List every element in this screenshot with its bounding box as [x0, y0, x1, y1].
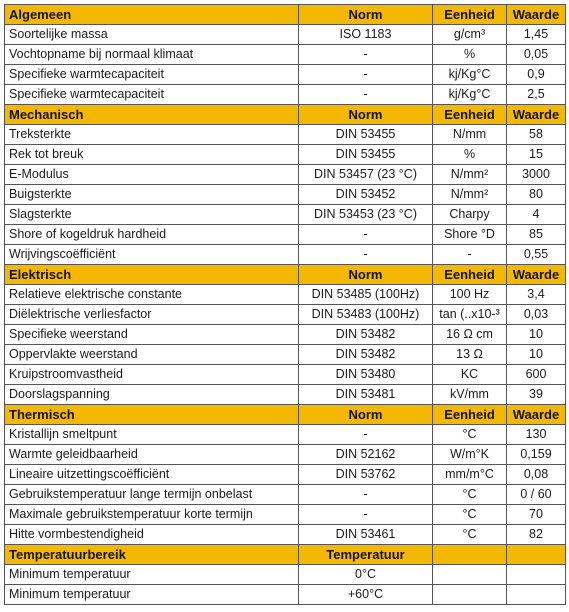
value-cell: 0,159: [507, 445, 566, 465]
table-row: [5, 525, 566, 545]
table-row: [5, 445, 566, 465]
property-name-cell: E-Modulus: [5, 165, 299, 185]
section-header-cell: Elektrisch: [5, 265, 299, 285]
table-row: [5, 85, 566, 105]
norm-cell: DIN 53482: [299, 325, 433, 345]
section-header-cell: Mechanisch: [5, 105, 299, 125]
unit-cell: kj/Kg°C: [433, 65, 507, 85]
table-row: [5, 205, 566, 225]
table-row: [5, 65, 566, 85]
section-header-row: [5, 405, 566, 425]
unit-cell: %: [433, 145, 507, 165]
table-row: [5, 125, 566, 145]
section-header-cell: Waarde: [507, 265, 566, 285]
table-row: [5, 45, 566, 65]
value-cell: 58: [507, 125, 566, 145]
value-cell: 70: [507, 505, 566, 525]
norm-cell: -: [299, 85, 433, 105]
property-name-cell: Maximale gebruikstemperatuur korte termijn: [5, 505, 299, 525]
norm-cell: -: [299, 225, 433, 245]
property-name-cell: Minimum temperatuur: [5, 585, 299, 605]
norm-cell: -: [299, 505, 433, 525]
value-cell: 3000: [507, 165, 566, 185]
norm-cell: ISO 1183: [299, 25, 433, 45]
property-name-cell: Buigsterkte: [5, 185, 299, 205]
norm-cell: DIN 53480: [299, 365, 433, 385]
section-header-cell: [433, 545, 507, 565]
table-row: [5, 245, 566, 265]
unit-cell: mm/m°C: [433, 465, 507, 485]
section-header-cell: Algemeen: [5, 5, 299, 25]
property-name-cell: Vochtopname bij normaal klimaat: [5, 45, 299, 65]
section-header-cell: Eenheid: [433, 265, 507, 285]
value-cell: 80: [507, 185, 566, 205]
section-header-cell: Waarde: [507, 405, 566, 425]
property-name-cell: Relatieve elektrische constante: [5, 285, 299, 305]
unit-cell: °C: [433, 525, 507, 545]
norm-cell: DIN 52162: [299, 445, 433, 465]
section-header-cell: Norm: [299, 105, 433, 125]
unit-cell: %: [433, 45, 507, 65]
norm-cell: DIN 53452: [299, 185, 433, 205]
unit-cell: Charpy: [433, 205, 507, 225]
norm-cell: DIN 53481: [299, 385, 433, 405]
value-cell: 1,45: [507, 25, 566, 45]
properties-table: [4, 4, 566, 605]
property-name-cell: Soortelijke massa: [5, 25, 299, 45]
property-name-cell: Slagsterkte: [5, 205, 299, 225]
unit-cell: g/cm³: [433, 25, 507, 45]
section-header-cell: Temperatuur: [299, 545, 433, 565]
property-name-cell: Diëlektrische verliesfactor: [5, 305, 299, 325]
property-name-cell: Specifieke warmtecapaciteit: [5, 85, 299, 105]
table-row: [5, 425, 566, 445]
table-row: [5, 225, 566, 245]
property-name-cell: Wrijvingscoëfficiënt: [5, 245, 299, 265]
unit-cell: kj/Kg°C: [433, 85, 507, 105]
value-cell: 39: [507, 385, 566, 405]
norm-cell: DIN 53461: [299, 525, 433, 545]
value-cell: 3,4: [507, 285, 566, 305]
property-name-cell: Specifieke weerstand: [5, 325, 299, 345]
property-name-cell: Lineaire uitzettingscoëfficiënt: [5, 465, 299, 485]
property-name-cell: Treksterkte: [5, 125, 299, 145]
table-row: [5, 365, 566, 385]
unit-cell: 16 Ω cm: [433, 325, 507, 345]
value-cell: 10: [507, 325, 566, 345]
table-row: [5, 485, 566, 505]
section-header-cell: Norm: [299, 405, 433, 425]
value-cell: 10: [507, 345, 566, 365]
table-row: [5, 585, 566, 605]
value-cell: 0,08: [507, 465, 566, 485]
table-row: [5, 165, 566, 185]
table-row: [5, 305, 566, 325]
unit-cell: [433, 585, 507, 605]
section-header-cell: Eenheid: [433, 105, 507, 125]
table-row: [5, 465, 566, 485]
value-cell: 0,55: [507, 245, 566, 265]
value-cell: 85: [507, 225, 566, 245]
section-header-row: [5, 265, 566, 285]
norm-cell: DIN 53457 (23 °C): [299, 165, 433, 185]
unit-cell: [433, 565, 507, 585]
table-row: [5, 185, 566, 205]
unit-cell: kV/mm: [433, 385, 507, 405]
value-cell: 130: [507, 425, 566, 445]
property-name-cell: Kruipstroomvastheid: [5, 365, 299, 385]
property-name-cell: Doorslagspanning: [5, 385, 299, 405]
value-cell: 15: [507, 145, 566, 165]
table-row: [5, 145, 566, 165]
norm-cell: -: [299, 45, 433, 65]
section-header-row: [5, 105, 566, 125]
section-header-cell: Eenheid: [433, 5, 507, 25]
norm-cell: +60°C: [299, 585, 433, 605]
norm-cell: -: [299, 245, 433, 265]
property-name-cell: Kristallijn smeltpunt: [5, 425, 299, 445]
unit-cell: 100 Hz: [433, 285, 507, 305]
norm-cell: 0°C: [299, 565, 433, 585]
property-name-cell: Minimum temperatuur: [5, 565, 299, 585]
table-row: [5, 25, 566, 45]
value-cell: 0,9: [507, 65, 566, 85]
property-name-cell: Shore of kogeldruk hardheid: [5, 225, 299, 245]
value-cell: 2,5: [507, 85, 566, 105]
property-name-cell: Hitte vormbestendigheid: [5, 525, 299, 545]
unit-cell: N/mm²: [433, 165, 507, 185]
table-row: [5, 345, 566, 365]
norm-cell: DIN 53762: [299, 465, 433, 485]
table-row: [5, 505, 566, 525]
property-name-cell: Rek tot breuk: [5, 145, 299, 165]
value-cell: [507, 565, 566, 585]
unit-cell: W/m°K: [433, 445, 507, 465]
table-row: [5, 325, 566, 345]
value-cell: [507, 585, 566, 605]
section-header-cell: Norm: [299, 5, 433, 25]
section-header-cell: Waarde: [507, 105, 566, 125]
norm-cell: DIN 53453 (23 °C): [299, 205, 433, 225]
norm-cell: DIN 53483 (100Hz): [299, 305, 433, 325]
property-name-cell: Gebruikstemperatuur lange termijn onbelast: [5, 485, 299, 505]
table-row: [5, 285, 566, 305]
property-name-cell: Oppervlakte weerstand: [5, 345, 299, 365]
unit-cell: 13 Ω: [433, 345, 507, 365]
section-header-row: [5, 5, 566, 25]
section-header-cell: Eenheid: [433, 405, 507, 425]
norm-cell: -: [299, 425, 433, 445]
value-cell: 82: [507, 525, 566, 545]
norm-cell: DIN 53485 (100Hz): [299, 285, 433, 305]
norm-cell: DIN 53482: [299, 345, 433, 365]
section-header-cell: Thermisch: [5, 405, 299, 425]
unit-cell: N/mm²: [433, 185, 507, 205]
unit-cell: °C: [433, 485, 507, 505]
value-cell: 4: [507, 205, 566, 225]
norm-cell: DIN 53455: [299, 145, 433, 165]
unit-cell: Shore °D: [433, 225, 507, 245]
section-header-cell: Temperatuurbereik: [5, 545, 299, 565]
section-header-cell: [507, 545, 566, 565]
value-cell: 0,05: [507, 45, 566, 65]
value-cell: 0,03: [507, 305, 566, 325]
properties-table-body: [5, 5, 566, 605]
value-cell: 0 / 60: [507, 485, 566, 505]
unit-cell: °C: [433, 505, 507, 525]
section-header-cell: Norm: [299, 265, 433, 285]
section-header-row: [5, 545, 566, 565]
unit-cell: KC: [433, 365, 507, 385]
property-name-cell: Specifieke warmtecapaciteit: [5, 65, 299, 85]
norm-cell: DIN 53455: [299, 125, 433, 145]
norm-cell: -: [299, 485, 433, 505]
table-row: [5, 385, 566, 405]
table-row: [5, 565, 566, 585]
unit-cell: N/mm: [433, 125, 507, 145]
value-cell: 600: [507, 365, 566, 385]
section-header-cell: Waarde: [507, 5, 566, 25]
property-name-cell: Warmte geleidbaarheid: [5, 445, 299, 465]
unit-cell: tan (..x10-³: [433, 305, 507, 325]
norm-cell: -: [299, 65, 433, 85]
unit-cell: -: [433, 245, 507, 265]
unit-cell: °C: [433, 425, 507, 445]
